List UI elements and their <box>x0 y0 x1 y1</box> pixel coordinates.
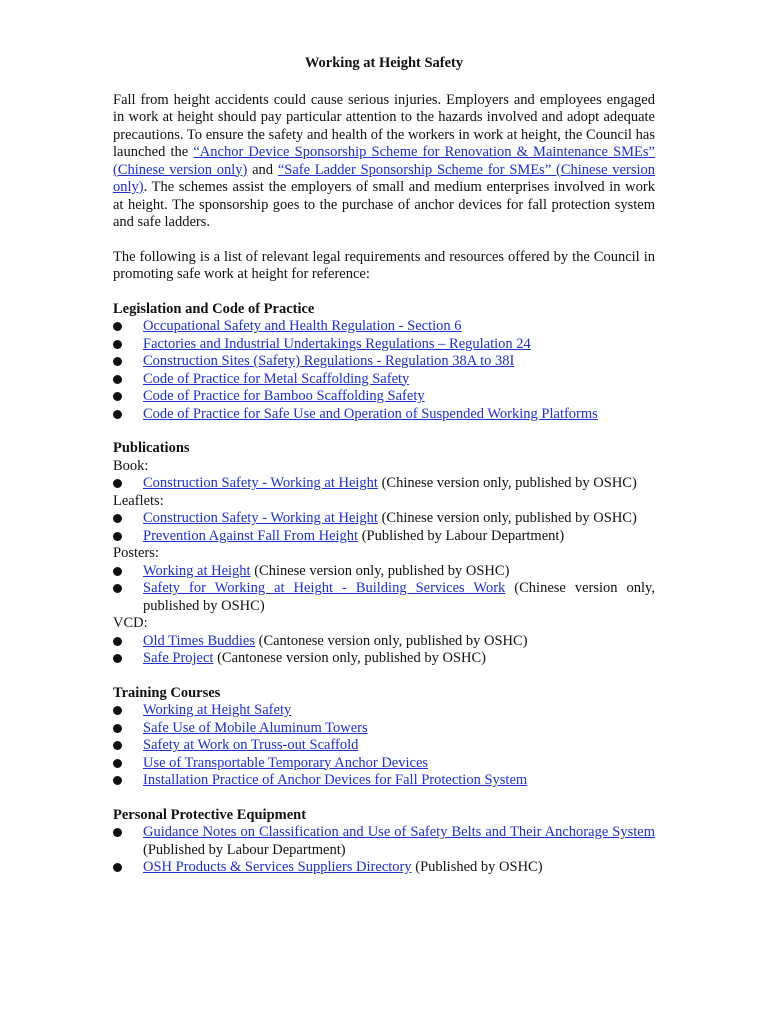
bullet-icon <box>113 863 122 872</box>
bullet-icon <box>113 514 122 523</box>
training-heading: Training Courses <box>113 684 221 701</box>
intro-text-1: Fall from height accidents could cause serious injuries. Employers and employees engaged in work at height should pay particular attention to the hazards involved and adopt adequate precautions. To ensure the safety and health of the workers in work at height, the Council has launched the <box>113 91 655 160</box>
list-item <box>113 406 655 424</box>
publication-note: (Published by Labour Department) <box>358 527 565 544</box>
list-item <box>113 510 655 528</box>
legislation-link[interactable]: Construction Sites (Safety) Regulations - Regulation 38A to 38I <box>143 353 515 369</box>
ppe-link[interactable]: OSH Products & Services Suppliers Directory <box>143 859 412 875</box>
bullet-icon <box>113 706 122 715</box>
intro-text-3: . The schemes assist the employers of small and medium enterprises involved in work at height. The sponsorship goes to the purchase of anchor devices for fall protection system and safe ladders. <box>113 179 655 230</box>
bullet-icon <box>113 776 122 785</box>
publication-link[interactable]: Safety for Working at Height - Building Services Work <box>143 580 506 596</box>
bullet-icon <box>113 637 122 646</box>
bullet-icon <box>113 357 122 366</box>
vcd-list <box>113 633 655 668</box>
publication-note: (Cantonese version only, published by OSHC) <box>255 632 528 649</box>
training-link[interactable]: Use of Transportable Temporary Anchor Devices <box>143 754 429 771</box>
list-item <box>113 633 655 651</box>
posters-label: Posters: <box>113 545 159 561</box>
publication-link[interactable]: Working at Height <box>143 562 251 579</box>
safe-ladder-scheme-link[interactable]: “Safe Ladder Sponsorship Scheme for SMEs” (Chinese version only) <box>113 161 655 195</box>
legislation-link[interactable]: Code of Practice for Bamboo Scaffolding Safety <box>143 388 425 404</box>
intro-paragraph <box>113 92 655 232</box>
list-item <box>113 650 655 668</box>
bullet-icon <box>113 584 122 593</box>
posters-list <box>113 563 655 616</box>
vcd-label: VCD: <box>113 615 148 631</box>
bullet-icon <box>113 532 122 541</box>
book-label: Book: <box>113 457 149 474</box>
list-item <box>113 388 655 406</box>
list-item <box>113 737 655 755</box>
publications-heading: Publications <box>113 440 190 456</box>
list-item <box>113 755 655 773</box>
publication-note: (Cantonese version only, published by OSHC) <box>213 650 486 666</box>
list-item <box>113 371 655 389</box>
bullet-icon <box>113 828 122 837</box>
publication-note: (Chinese version only, published by OSHC) <box>250 562 510 579</box>
list-item <box>113 824 655 859</box>
bullet-icon <box>113 654 122 663</box>
bullet-icon <box>113 479 122 488</box>
list-item <box>113 318 655 336</box>
bullet-icon <box>113 322 122 331</box>
training-link[interactable]: Safe Use of Mobile Aluminum Towers <box>143 719 368 736</box>
publication-note: (Chinese version only, published by OSHC) <box>143 580 655 614</box>
bullet-icon <box>113 392 122 401</box>
training-link[interactable]: Working at Height Safety <box>143 702 292 718</box>
legislation-heading: Legislation and Code of Practice <box>113 300 315 317</box>
publication-link[interactable]: Prevention Against Fall From Height <box>143 527 359 544</box>
publication-note: (Chinese version only, published by OSHC) <box>377 475 637 491</box>
list-item <box>113 720 655 738</box>
ppe-note: (Published by OSHC) <box>411 859 543 875</box>
list-item <box>113 563 655 581</box>
publication-link[interactable]: Construction Safety - Working at Height <box>143 510 378 526</box>
bullet-icon <box>113 410 122 419</box>
book-list <box>113 475 655 493</box>
publication-link[interactable]: Old Times Buddies <box>143 632 255 649</box>
list-item <box>113 702 655 720</box>
list-item <box>113 859 655 877</box>
bullet-icon <box>113 741 122 750</box>
resources-intro-paragraph: The following is a list of relevant legal requirements and resources offered by the Council in promoting safe work at height for reference: <box>113 248 655 282</box>
list-item <box>113 580 655 615</box>
list-item <box>113 528 655 546</box>
training-link[interactable]: Safety at Work on Truss-out Scaffold <box>143 737 359 753</box>
ppe-list <box>113 824 655 877</box>
ppe-heading: Personal Protective Equipment <box>113 806 307 823</box>
bullet-icon <box>113 759 122 768</box>
legislation-link[interactable]: Factories and Industrial Undertakings Regulations – Regulation 24 <box>143 335 531 352</box>
bullet-icon <box>113 567 122 576</box>
page-title: Working at Height Safety <box>304 55 464 71</box>
list-item <box>113 353 655 371</box>
training-link[interactable]: Installation Practice of Anchor Devices for Fall Protection System <box>143 772 528 788</box>
legislation-link[interactable]: Occupational Safety and Health Regulation - Section 6 <box>143 318 462 334</box>
publication-link[interactable]: Construction Safety - Working at Height <box>143 475 378 491</box>
anchor-device-scheme-link[interactable]: “Anchor Device Sponsorship Scheme for Renovation & Maintenance SMEs” (Chinese version only) <box>113 144 655 178</box>
bullet-icon <box>113 375 122 384</box>
training-list <box>113 702 655 790</box>
leaflets-list <box>113 510 655 545</box>
bullet-icon <box>113 340 122 349</box>
list-item <box>113 772 655 790</box>
publication-link[interactable]: Safe Project <box>143 650 214 666</box>
document-content <box>113 55 655 877</box>
list-item <box>113 475 655 493</box>
ppe-note: (Published by Labour Department) <box>143 841 346 858</box>
ppe-link[interactable]: Guidance Notes on Classification and Use of Safety Belts and Their Anchorage System <box>143 824 655 840</box>
leaflets-label: Leaflets: <box>113 492 164 509</box>
legislation-link[interactable]: Code of Practice for Metal Scaffolding Safety <box>143 370 410 387</box>
legislation-list <box>113 318 655 423</box>
legislation-link[interactable]: Code of Practice for Safe Use and Operation of Suspended Working Platforms <box>143 405 598 422</box>
intro-text-2: and <box>247 161 278 178</box>
publication-note: (Chinese version only, published by OSHC) <box>377 510 637 526</box>
list-item <box>113 336 655 354</box>
bullet-icon <box>113 724 122 733</box>
